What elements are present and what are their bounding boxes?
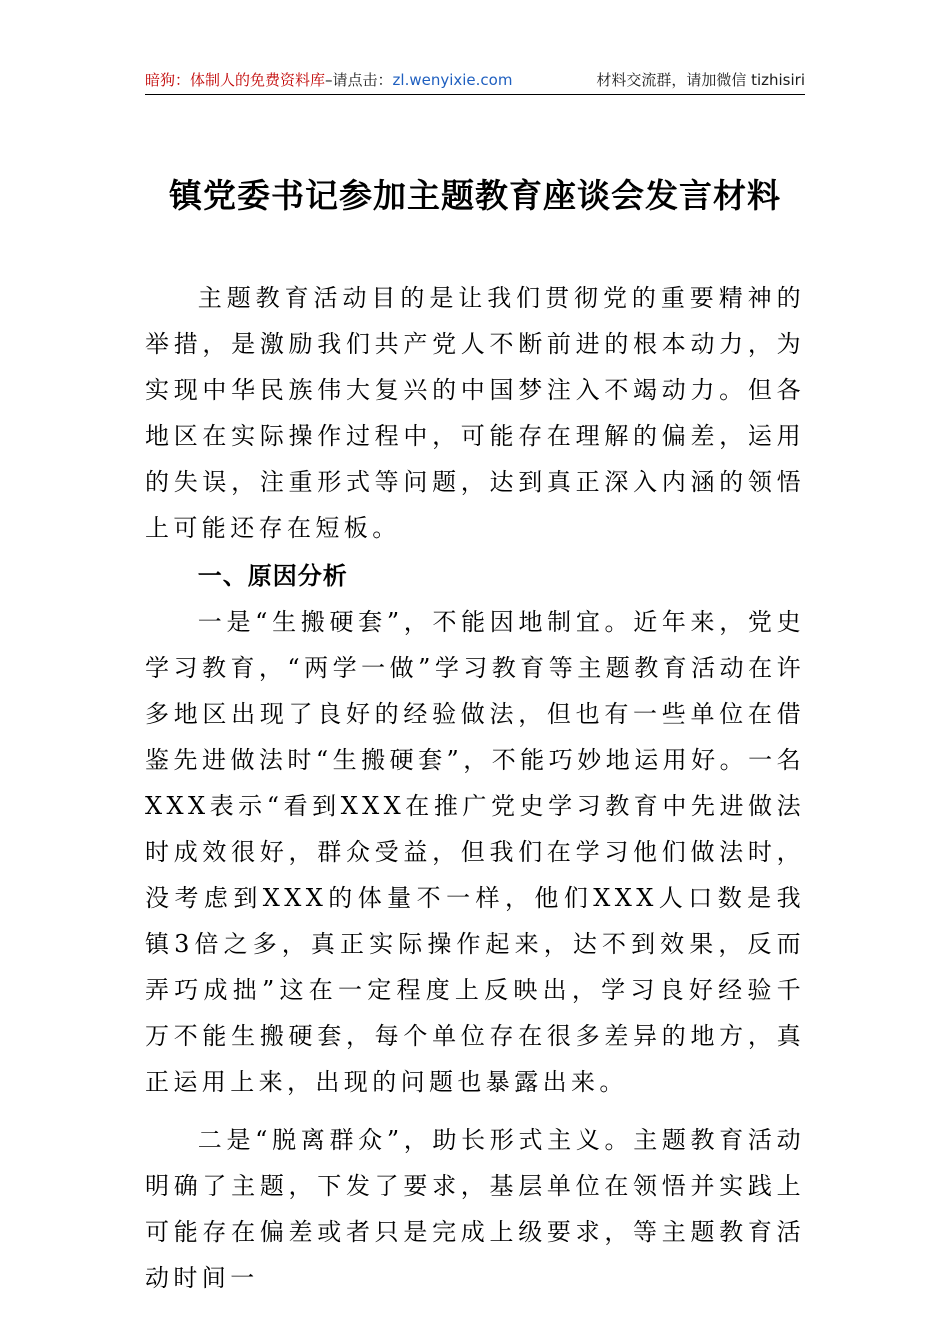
header-brand: 暗狗：体制人的免费资料库 (145, 71, 326, 89)
header-group-note: 材料交流群，请加微信 tizhisiri (596, 71, 805, 89)
intro-paragraph: 主题教育活动目的是让我们贯彻党的重要精神的举措，是激励我们共产党人不断前进的根本动力，为实现中华民族伟大复兴的中国梦注入不竭动力。但各地区在实际操作过程中，可能存在理解的偏差，运用的失误，注重形式等问题，达到真正深入内涵的领悟上可能还存在短板。 (145, 284, 805, 542)
body-paragraph-2: 二是“脱离群众”，助长形式主义。主题教育活动明确了主题，下发了要求，基层单位在领悟并实践上可能存在偏差或者只是完成上级要求，等主题教育活动时间一 (145, 1126, 805, 1292)
header-url-link[interactable]: zl.wenyixie.com (392, 71, 513, 89)
document-body (145, 275, 805, 1301)
page-header (145, 66, 805, 95)
header-left (145, 66, 512, 94)
section-heading: 一、原因分析 (197, 562, 348, 590)
header-prompt: –请点击： (325, 71, 393, 89)
body-paragraph-1: 一是“生搬硬套”，不能因地制宜。近年来，党史学习教育，“两学一做”学习教育等主题教育活动在许多地区出现了良好的经验做法，但也有一些单位在借鉴先进做法时“生搬硬套”，不能巧妙地运用好。一名XXX表示“看到XXX在推广党史学习教育中先进做法时成效很好，群众受益，但我们在学习他们做法时，没考虑到XXX的体量不一样，他们XXX人口数是我镇3倍之多，真正实际操作起来，达不到效果，反而弄巧成拙”这在一定程度上反映出，学习良好经验千万不能生搬硬套，每个单位存在很多差异的地方，真正运用上来，出现的问题也暴露出来。 (145, 608, 805, 1096)
document-title: 镇党委书记参加主题教育座谈会发言材料 (169, 176, 781, 215)
